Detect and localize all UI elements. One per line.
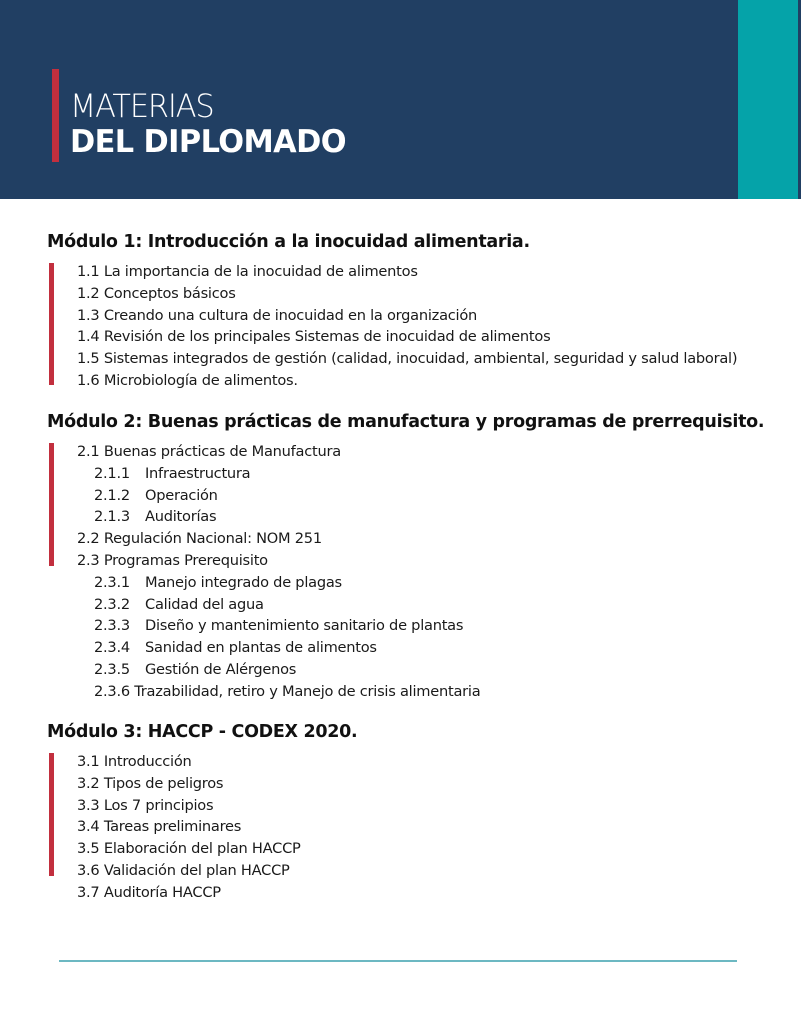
module-red-bar bbox=[49, 443, 54, 566]
sub-item-number: 2.1.2 bbox=[94, 486, 130, 504]
module-item-list bbox=[77, 261, 737, 392]
sub-item-number: 2.1.1 bbox=[94, 464, 130, 482]
sub-list-item bbox=[77, 681, 480, 703]
sub-item-number: 2.3.1 bbox=[94, 573, 130, 591]
list-item: 2.2 Regulación Nacional: NOM 251 bbox=[77, 530, 322, 548]
header-accent-stripe bbox=[738, 0, 798, 199]
list-item: 1.1 La importancia de la inocuidad de alimentos bbox=[77, 263, 418, 280]
list-item: 3.1 Introducción bbox=[77, 753, 192, 770]
list-item: 1.5 Sistemas integrados de gestión (calidad, inocuidad, ambiental, seguridad y salud laboral) bbox=[77, 350, 738, 368]
header-red-bar bbox=[52, 69, 59, 162]
sub-item-number: 2.3.3 bbox=[94, 617, 130, 635]
list-item: 3.3 Los 7 principios bbox=[77, 796, 214, 814]
list-item: 3.6 Validación del plan HACCP bbox=[77, 861, 290, 879]
sub-item-label: Sanidad en plantas de alimentos bbox=[145, 639, 377, 657]
page-title-line1: MATERIAS bbox=[70, 87, 214, 125]
list-item: 3.5 Elaboración del plan HACCP bbox=[77, 840, 301, 858]
sub-item-number: 2.1.3 bbox=[94, 508, 130, 526]
list-item: 1.6 Microbiología de alimentos. bbox=[77, 371, 298, 389]
list-item: 2.3 Programas Prerequisito bbox=[77, 551, 268, 569]
module-red-bar bbox=[49, 263, 54, 385]
sub-item-label: Auditorías bbox=[145, 508, 217, 526]
sub-item-number: 2.3.4 bbox=[94, 639, 130, 657]
module-item-list bbox=[77, 441, 480, 703]
sub-list-item bbox=[77, 572, 480, 594]
page-title-line2: DEL DIPLOMADO bbox=[70, 124, 346, 160]
sub-item-label: Infraestructura bbox=[145, 464, 251, 482]
module-title: Módulo 3: HACCP - CODEX 2020. bbox=[47, 722, 358, 742]
list-item: 3.2 Tipos de peligros bbox=[77, 774, 224, 792]
sub-item-number: 2.3.2 bbox=[94, 595, 130, 613]
list-item: 1.4 Revisión de los principales Sistemas de inocuidad de alimentos bbox=[77, 328, 551, 346]
sub-item-label: Manejo integrado de plagas bbox=[145, 573, 342, 591]
sub-item-label: Diseño y mantenimiento sanitario de plantas bbox=[145, 617, 464, 635]
sub-list-item bbox=[77, 506, 480, 528]
sub-item-label: Calidad del agua bbox=[145, 595, 264, 613]
sub-item-number: 2.3.5 bbox=[94, 660, 130, 678]
list-item: 2.1 Buenas prácticas de Manufactura bbox=[77, 443, 341, 460]
module-title: Módulo 1: Introducción a la inocuidad alimentaria. bbox=[47, 232, 530, 252]
module-item-list bbox=[77, 751, 301, 904]
sub-list-item bbox=[77, 485, 480, 507]
sub-list-item bbox=[77, 659, 480, 681]
module-red-bar bbox=[49, 753, 54, 876]
module-title: Módulo 2: Buenas prácticas de manufactura y programas de prerrequisito. bbox=[47, 412, 765, 432]
footer-divider bbox=[59, 960, 737, 962]
sub-item-number: 2.3.6 bbox=[94, 682, 130, 700]
list-item: 1.3 Creando una cultura de inocuidad en la organización bbox=[77, 306, 478, 324]
header-banner bbox=[0, 0, 801, 199]
sub-list-item bbox=[77, 637, 480, 659]
list-item: 1.2 Conceptos básicos bbox=[77, 284, 236, 302]
list-item: 3.7 Auditoría HACCP bbox=[77, 883, 221, 901]
sub-list-item bbox=[77, 615, 480, 637]
sub-item-label: Gestión de Alérgenos bbox=[145, 660, 297, 678]
sub-item-label: Trazabilidad, retiro y Manejo de crisis alimentaria bbox=[134, 682, 481, 700]
list-item: 3.4 Tareas preliminares bbox=[77, 818, 242, 836]
sub-list-item bbox=[77, 594, 480, 616]
sub-item-label: Operación bbox=[145, 486, 218, 504]
sub-list-item bbox=[77, 463, 480, 485]
